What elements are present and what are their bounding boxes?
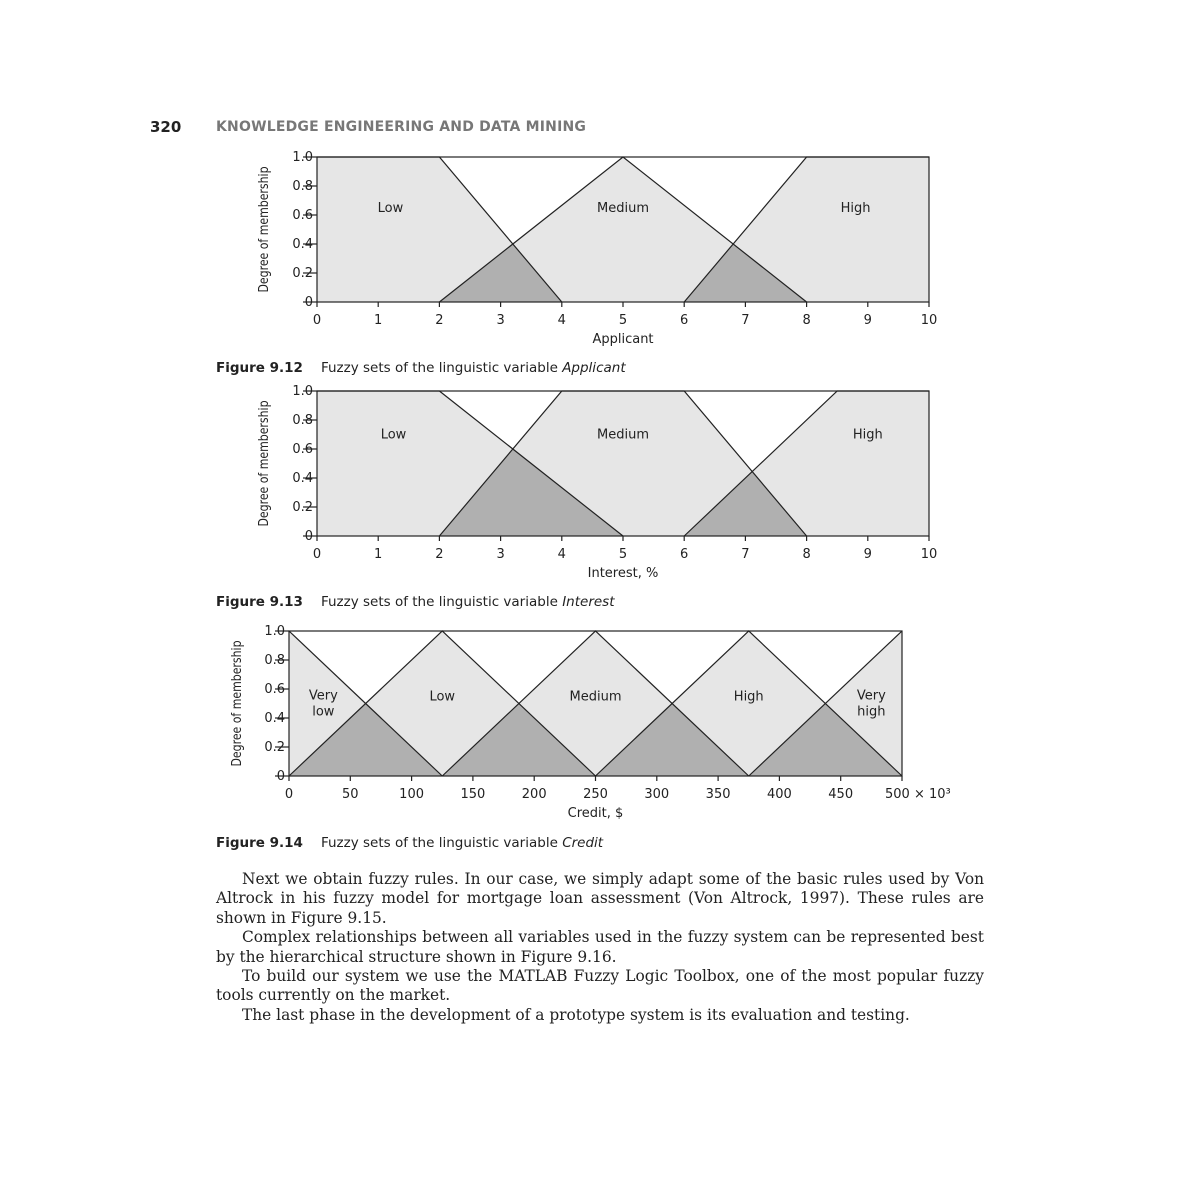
x-tick-label: 4: [557, 313, 566, 328]
caption-text: Fuzzy sets of the linguistic variable: [320, 360, 563, 376]
paragraph: The last phase in the development of a prototype system is its evaluation and testing.: [242, 1005, 910, 1024]
x-tick-label: 10: [920, 547, 938, 562]
x-tick-label: 0: [312, 547, 322, 562]
x-tick-label: 10: [920, 313, 938, 328]
y-axis-title: Degree of membership: [257, 142, 272, 293]
y-tick-label: 0.6: [292, 442, 313, 457]
x-tick-label: 2: [435, 547, 444, 562]
x-tick-label: 150: [460, 787, 486, 802]
x-tick-label: 100: [399, 787, 425, 802]
applicant-fuzzy-chart: [0, 140, 1200, 347]
x-tick-label: 6: [680, 547, 689, 562]
x-tick-label: 8: [802, 313, 811, 328]
y-tick-label: 0: [276, 769, 285, 784]
body-text: [216, 870, 984, 1025]
x-tick-label: 400: [766, 787, 792, 802]
set-label-very-low: Very: [308, 688, 338, 704]
x-tick-label: 3: [496, 547, 505, 562]
y-axis-title: Degree of membership: [257, 376, 272, 527]
paragraph: Complex relationships between all variables used in the fuzzy system can be represented best by the hierarchical structure shown in Figure 9.16.: [216, 928, 984, 966]
set-label-low: Low: [377, 200, 404, 216]
figure-label: Figure 9.14: [216, 835, 303, 851]
set-label-medium: Medium: [597, 427, 649, 443]
y-tick-label: 1.0: [292, 150, 313, 165]
set-label-very-low: low: [312, 704, 335, 720]
page-number: 320: [150, 118, 182, 136]
x-tick-label: 350: [705, 787, 731, 802]
y-tick-label: 1.0: [292, 384, 313, 399]
x-tick-label: 1: [374, 313, 383, 328]
set-label-medium: Medium: [569, 689, 622, 705]
x-axis-title: Credit, $: [567, 806, 624, 821]
set-label-low: Low: [429, 689, 456, 705]
credit-fuzzy-chart: [0, 614, 1200, 821]
figure-9-14-caption: [216, 835, 603, 851]
x-tick-label: 500 × 10³: [885, 787, 951, 802]
y-tick-label: 0: [304, 529, 313, 544]
interest-fuzzy-chart: [0, 374, 1200, 581]
x-tick-label: 250: [583, 787, 608, 802]
paragraph: To build our system we use the MATLAB Fuzzy Logic Toolbox, one of the most popular fuzzy tools currently on the market.: [216, 967, 984, 1005]
y-tick-label: 0.2: [292, 266, 313, 281]
x-tick-label: 7: [741, 547, 750, 562]
set-label-high: High: [840, 200, 871, 216]
paragraph: Next we obtain fuzzy rules. In our case, we simply adapt some of the basic rules used by Von Altrock in his fuzzy model for mortgage loan assessment (Von Altrock, 1997). These rules are shown in Figure 9.15.: [216, 870, 984, 927]
x-tick-label: 3: [496, 313, 505, 328]
x-tick-label: 200: [521, 787, 547, 802]
x-tick-label: 450: [828, 787, 854, 802]
caption-variable: Interest: [562, 594, 615, 610]
y-tick-label: 0: [304, 295, 313, 310]
y-tick-label: 0.8: [264, 653, 285, 668]
x-tick-label: 1: [374, 547, 383, 562]
caption-variable: Credit: [562, 835, 604, 851]
y-tick-label: 0.6: [264, 682, 285, 697]
y-tick-label: 0.8: [292, 179, 313, 194]
x-tick-label: 5: [618, 547, 628, 562]
y-tick-label: 0.2: [264, 740, 285, 755]
y-tick-label: 0.6: [292, 208, 313, 223]
set-label-very-high: Very: [856, 688, 886, 704]
y-axis-title: Degree of membership: [230, 616, 245, 767]
y-tick-label: 0.4: [292, 237, 313, 252]
x-tick-label: 0: [284, 787, 294, 802]
caption-text: Fuzzy sets of the linguistic variable: [320, 594, 563, 610]
x-tick-label: 300: [644, 787, 670, 802]
y-tick-label: 1.0: [264, 624, 285, 639]
x-axis-title: Interest, %: [587, 566, 659, 581]
x-tick-label: 5: [618, 313, 628, 328]
y-tick-label: 0.4: [264, 711, 285, 726]
x-tick-label: 9: [863, 313, 872, 328]
y-tick-label: 0.8: [292, 413, 313, 428]
y-tick-label: 0.2: [292, 500, 313, 515]
x-tick-label: 6: [680, 313, 689, 328]
set-label-low: Low: [380, 427, 407, 443]
set-label-high: High: [733, 689, 764, 705]
x-tick-label: 0: [312, 313, 322, 328]
running-head: KNOWLEDGE ENGINEERING AND DATA MINING: [216, 119, 587, 135]
x-tick-label: 7: [741, 313, 750, 328]
x-axis-title: Applicant: [592, 332, 654, 347]
figure-label: Figure 9.13: [216, 594, 303, 610]
caption-variable: Applicant: [562, 360, 626, 376]
caption-text: Fuzzy sets of the linguistic variable: [320, 835, 563, 851]
x-tick-label: 4: [557, 547, 566, 562]
x-tick-label: 2: [435, 313, 444, 328]
figure-label: Figure 9.12: [216, 360, 303, 376]
x-tick-label: 9: [863, 547, 872, 562]
y-tick-label: 0.4: [292, 471, 313, 486]
set-label-high: High: [852, 427, 883, 443]
x-tick-label: 50: [342, 787, 359, 802]
figure-9-13-caption: [216, 594, 615, 610]
set-label-very-high: high: [857, 704, 886, 720]
x-tick-label: 8: [802, 547, 811, 562]
set-label-medium: Medium: [597, 200, 649, 216]
